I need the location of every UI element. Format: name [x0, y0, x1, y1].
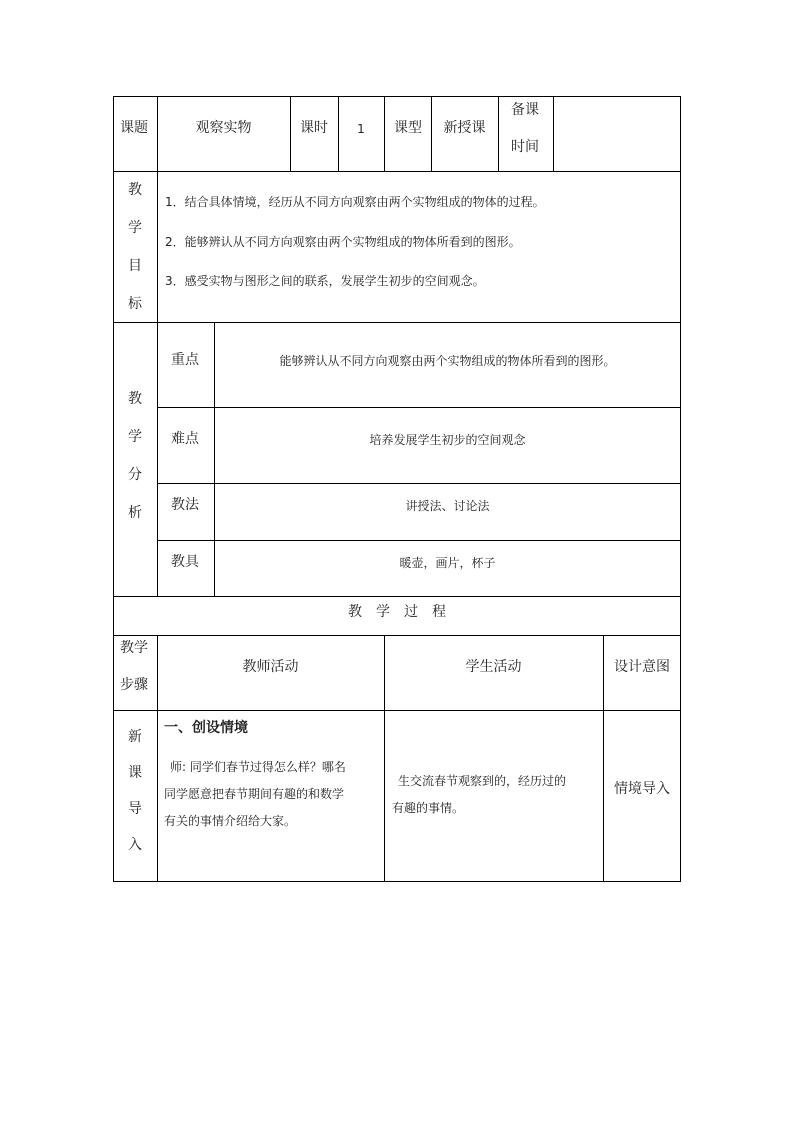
- intro-label-char: 课: [128, 765, 142, 781]
- teacher-text-line: 同学愿意把春节期间有趣的和数学: [164, 787, 345, 801]
- grid-line: [384, 96, 385, 171]
- teacher-activity-header: 教师活动: [242, 659, 299, 675]
- method-value: 讲授法、讨论法: [405, 499, 490, 513]
- type-value: 新授课: [443, 120, 486, 136]
- key-point-label: 重点: [171, 352, 199, 368]
- prep-time-value: [554, 97, 680, 171]
- grid-line: [113, 596, 681, 597]
- grid-line: [157, 483, 681, 484]
- intro-label-char: 新: [128, 729, 142, 745]
- goals-label-char: 目: [128, 258, 142, 274]
- goals-label-char: 学: [128, 220, 142, 236]
- design-intent-header: 设计意图: [614, 659, 670, 675]
- analysis-label-char: 分: [128, 467, 142, 483]
- goals-label-char: 教: [128, 182, 142, 198]
- goal-item: 2．能够辨认从不同方向观察由两个实物组成的物体所看到的图形。: [165, 235, 521, 249]
- prep-time-label-line-2: 时间: [511, 139, 539, 155]
- analysis-label-char: 教: [128, 391, 142, 407]
- tools-label: 教具: [171, 554, 199, 570]
- method-label: 教法: [171, 497, 199, 513]
- goal-item: 1．结合具体情境，经历从不同方向观察由两个实物组成的物体的过程。: [165, 195, 545, 209]
- grid-line: [113, 881, 681, 882]
- grid-line: [113, 635, 681, 636]
- student-text-line: 有趣的事情。: [392, 801, 465, 815]
- student-text-line: 生交流春节观察到的，经历过的: [398, 774, 567, 788]
- tools-value: 暖壶，画片，杯子: [399, 556, 496, 570]
- intro-label-char: 导: [128, 801, 142, 817]
- grid-line: [113, 171, 681, 172]
- analysis-label: [113, 322, 157, 596]
- teacher-heading: 一、创设情境: [164, 720, 248, 736]
- design-intent-value: 情境导入: [614, 781, 670, 797]
- key-point-value: 能够辨认从不同方向观察由两个实物组成的物体所看到的图形。: [279, 354, 616, 368]
- grid-line: [498, 96, 499, 171]
- teacher-text-line: 师: 同学们春节过得怎么样？哪名: [170, 760, 346, 774]
- analysis-label-char: 学: [128, 429, 142, 445]
- goals-label: [113, 171, 157, 322]
- period-label: 课时: [300, 120, 328, 136]
- difficulty-label: 难点: [171, 431, 199, 447]
- process-title: 教 学 过 程: [348, 604, 446, 620]
- subject-label: 课题: [120, 120, 148, 136]
- subject-value: 观察实物: [195, 120, 252, 136]
- intro-label-char: 入: [128, 837, 142, 853]
- intro-label: [113, 710, 157, 881]
- type-label: 课型: [394, 120, 422, 136]
- period-value: 1: [357, 122, 365, 136]
- grid-line: [157, 540, 681, 541]
- goals-label-char: 标: [128, 296, 142, 312]
- grid-line: [680, 96, 681, 882]
- grid-line: [157, 171, 158, 596]
- grid-line: [290, 96, 291, 171]
- grid-line: [113, 710, 681, 711]
- analysis-label-char: 析: [128, 505, 142, 521]
- difficulty-value: 培养发展学生初步的空间观念: [369, 433, 526, 447]
- teacher-text-line: 有关的事情介绍给大家。: [164, 814, 297, 828]
- student-activity-header: 学生活动: [465, 659, 522, 675]
- grid-line: [113, 322, 681, 323]
- goal-item: 3．感受实物与图形之间的联系，发展学生初步的空间观念。: [165, 274, 485, 288]
- prep-time-label-line-1: 备课: [511, 102, 539, 118]
- step-header-line-1: 教学: [120, 640, 148, 656]
- grid-line: [157, 407, 681, 408]
- step-header-line-2: 步骤: [120, 677, 148, 693]
